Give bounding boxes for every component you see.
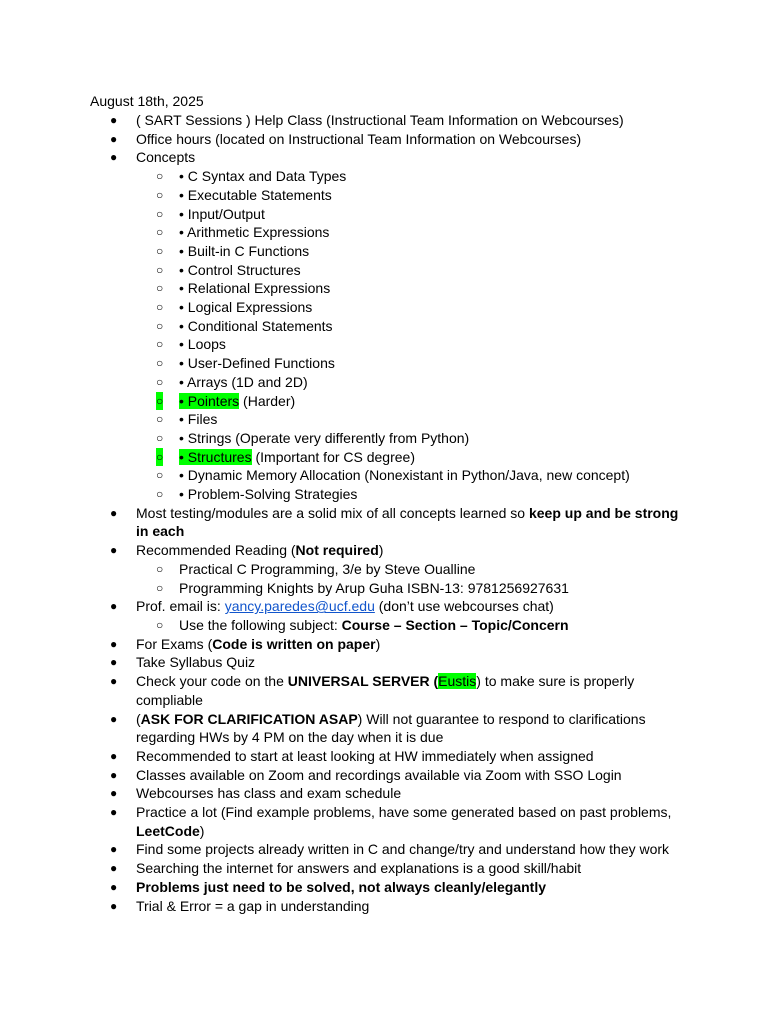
- bullet-icon: ●: [110, 786, 118, 801]
- list-item: [90, 710, 690, 747]
- circle-bullet-icon: ○: [156, 337, 164, 352]
- item-text: Recommended to start at least looking at HW immediately when assigned: [136, 747, 594, 764]
- list-item: [90, 859, 690, 878]
- list-item: [90, 653, 690, 672]
- bullet-icon: ●: [110, 655, 118, 670]
- circle-bullet-icon: ○: [156, 374, 164, 389]
- list-item: [90, 205, 690, 224]
- list-item: [90, 354, 690, 373]
- list-item: [90, 167, 690, 186]
- bold-text: Problems just need to be solved, not always cleanly/elegantly: [136, 878, 547, 895]
- bullet-icon: ●: [110, 898, 118, 913]
- bullet-icon: ●: [110, 150, 118, 165]
- item-text: Recommended Reading (: [136, 542, 296, 559]
- circle-bullet-icon: ○: [156, 561, 164, 576]
- list-item: [90, 466, 690, 485]
- item-text: Most testing/modules are a solid mix of all concepts learned so: [136, 504, 529, 521]
- highlighted-text: Eustis: [438, 673, 477, 690]
- list-item: [90, 635, 690, 654]
- circle-bullet-icon: ○: [156, 448, 163, 467]
- item-text: Prof. email is:: [136, 598, 225, 615]
- bold-text: Course – Section – Topic/Concern: [341, 616, 569, 633]
- item-text: Office hours (located on Instructional Team Information on Webcourses): [136, 130, 582, 147]
- bullet-icon: ●: [110, 674, 118, 689]
- highlighted-text: • Pointers: [179, 392, 240, 409]
- item-text: Find some projects already written in C and change/try and understand how they work: [136, 841, 670, 858]
- list-item: [90, 766, 690, 785]
- email-sub-list: [136, 616, 690, 635]
- circle-bullet-icon: ○: [156, 206, 164, 221]
- circle-bullet-icon: ○: [156, 580, 164, 595]
- list-item: [90, 298, 690, 317]
- item-text: • Problem-Solving Strategies: [179, 486, 358, 503]
- list-item: [90, 878, 690, 897]
- item-text: • Relational Expressions: [179, 280, 331, 297]
- item-text: ( SART Sessions ) Help Class (Instructional Team Information on Webcourses): [136, 112, 624, 128]
- list-item: [90, 504, 690, 541]
- circle-bullet-icon: ○: [156, 318, 164, 333]
- list-item: [90, 410, 690, 429]
- item-text: • User-Defined Functions: [179, 355, 335, 372]
- list-item: [90, 784, 690, 803]
- circle-bullet-icon: ○: [156, 468, 164, 483]
- item-text: • Dynamic Memory Allocation (Nonexistant in Python/Java, new concept): [179, 467, 630, 484]
- item-text: • Strings (Operate very differently from Python): [179, 429, 470, 446]
- item-text: [134, 616, 569, 635]
- main-list: [90, 111, 690, 915]
- bullet-icon: ●: [110, 599, 118, 614]
- list-item: [90, 279, 690, 298]
- circle-bullet-icon: ○: [156, 187, 164, 202]
- item-text: Concepts: [136, 149, 196, 166]
- circle-bullet-icon: ○: [156, 430, 164, 445]
- list-item: [90, 186, 690, 205]
- list-item: [90, 803, 690, 840]
- list-item: [90, 242, 690, 261]
- circle-bullet-icon: ○: [156, 392, 163, 411]
- list-item: [90, 261, 690, 280]
- document-page: [90, 92, 690, 915]
- bold-text: LeetCode: [136, 822, 200, 839]
- bullet-icon: ●: [110, 767, 118, 782]
- list-item: [90, 223, 690, 242]
- list-item: [90, 597, 690, 634]
- item-text: • Arithmetic Expressions: [179, 224, 330, 241]
- item-text: • Loops: [179, 336, 226, 353]
- item-text-rest: (Harder): [239, 392, 296, 409]
- list-item: [90, 429, 690, 448]
- list-item: [90, 317, 690, 336]
- item-text: (: [136, 710, 141, 727]
- item-text: ): [378, 542, 384, 559]
- bullet-icon: ●: [110, 805, 118, 820]
- bold-text: Code is written on paper: [212, 635, 376, 652]
- email-link[interactable]: yancy.paredes@ucf.edu: [224, 598, 375, 615]
- list-item: [90, 747, 690, 766]
- item-text: Webcourses has class and exam schedule: [136, 785, 402, 802]
- circle-bullet-icon: ○: [156, 356, 164, 371]
- item-text: ): [199, 822, 205, 839]
- circle-bullet-icon: ○: [156, 225, 164, 240]
- list-item: [90, 111, 690, 130]
- item-text: (don’t use webcourses chat): [374, 598, 554, 615]
- item-text: Take Syllabus Quiz: [136, 654, 256, 671]
- bullet-icon: ●: [110, 861, 118, 876]
- bold-text: Not required: [295, 542, 379, 559]
- circle-bullet-icon: ○: [156, 487, 164, 502]
- item-text: • Conditional Statements: [179, 317, 333, 334]
- circle-bullet-icon: ○: [156, 300, 164, 315]
- bullet-icon: ●: [110, 131, 118, 146]
- item-text: Practical C Programming, 3/e by Steve Oualline: [179, 560, 476, 577]
- circle-bullet-icon: ○: [156, 281, 164, 296]
- bullet-icon: ●: [110, 636, 118, 651]
- list-item: [90, 485, 690, 504]
- list-item: [90, 560, 690, 579]
- item-text-part: Use the following subject:: [179, 616, 342, 633]
- list-item: [90, 335, 690, 354]
- item-text: Searching the internet for answers and explanations is a good skill/habit: [136, 860, 582, 877]
- item-text: • Files: [179, 411, 218, 428]
- item-text: For Exams (: [136, 635, 213, 652]
- item-text: • Built-in C Functions: [179, 242, 310, 259]
- item-text: Check your code on the: [136, 673, 288, 690]
- bold-text: keep up and be strong in each: [136, 504, 679, 540]
- item-text: Classes available on Zoom and recordings available via Zoom with SSO Login: [136, 766, 622, 783]
- list-item: [90, 373, 690, 392]
- circle-bullet-icon: ○: [156, 243, 164, 258]
- item-text: [134, 448, 415, 467]
- list-item: [90, 672, 690, 709]
- circle-bullet-icon: ○: [156, 262, 164, 277]
- list-item: [90, 148, 690, 503]
- bullet-icon: ●: [110, 543, 118, 558]
- concepts-list: [136, 167, 690, 504]
- circle-bullet-icon: ○: [156, 617, 164, 632]
- bullet-icon: ●: [110, 711, 118, 726]
- circle-bullet-icon: ○: [156, 169, 164, 184]
- circle-bullet-icon: ○: [156, 412, 164, 427]
- item-text-rest: (Important for CS degree): [251, 448, 415, 465]
- item-text: • Input/Output: [179, 205, 265, 222]
- item-text: • Arrays (1D and 2D): [179, 373, 308, 390]
- highlighted-text: • Structures: [179, 448, 252, 465]
- item-text: Practice a lot (Find example problems, have some generated based on past problems,: [136, 804, 672, 821]
- list-item: [90, 130, 690, 149]
- list-item: [90, 840, 690, 859]
- list-item: [90, 448, 690, 467]
- item-text: • Executable Statements: [179, 186, 332, 203]
- list-item: [90, 392, 690, 411]
- item-text: ) to make sure is properly compliable: [136, 673, 635, 708]
- date-heading: August 18th, 2025: [90, 93, 204, 109]
- bullet-icon: ●: [110, 505, 118, 520]
- bullet-icon: ●: [110, 748, 118, 763]
- item-text: Programming Knights by Arup Guha ISBN-13: 9781256927631: [179, 579, 569, 596]
- item-text: • C Syntax and Data Types: [179, 168, 347, 185]
- bold-text: ASK FOR CLARIFICATION ASAP: [140, 710, 358, 727]
- bullet-icon: ●: [110, 113, 118, 127]
- item-text: • Logical Expressions: [179, 299, 313, 316]
- list-item: [90, 579, 690, 598]
- list-item: [90, 616, 690, 635]
- item-text: Trial & Error = a gap in understanding: [136, 897, 370, 914]
- bold-text: UNIVERSAL SERVER (: [287, 673, 439, 690]
- bullet-icon: ●: [110, 842, 118, 857]
- list-item: [90, 897, 690, 916]
- item-text: • Control Structures: [179, 261, 301, 278]
- list-item: [90, 541, 690, 597]
- reading-list: [136, 560, 690, 597]
- item-text: ) Will not guarantee to respond to clarifications regarding HWs by 4 PM on the day when it is due: [136, 710, 646, 746]
- bullet-icon: ●: [110, 879, 118, 894]
- item-text: ): [375, 635, 381, 652]
